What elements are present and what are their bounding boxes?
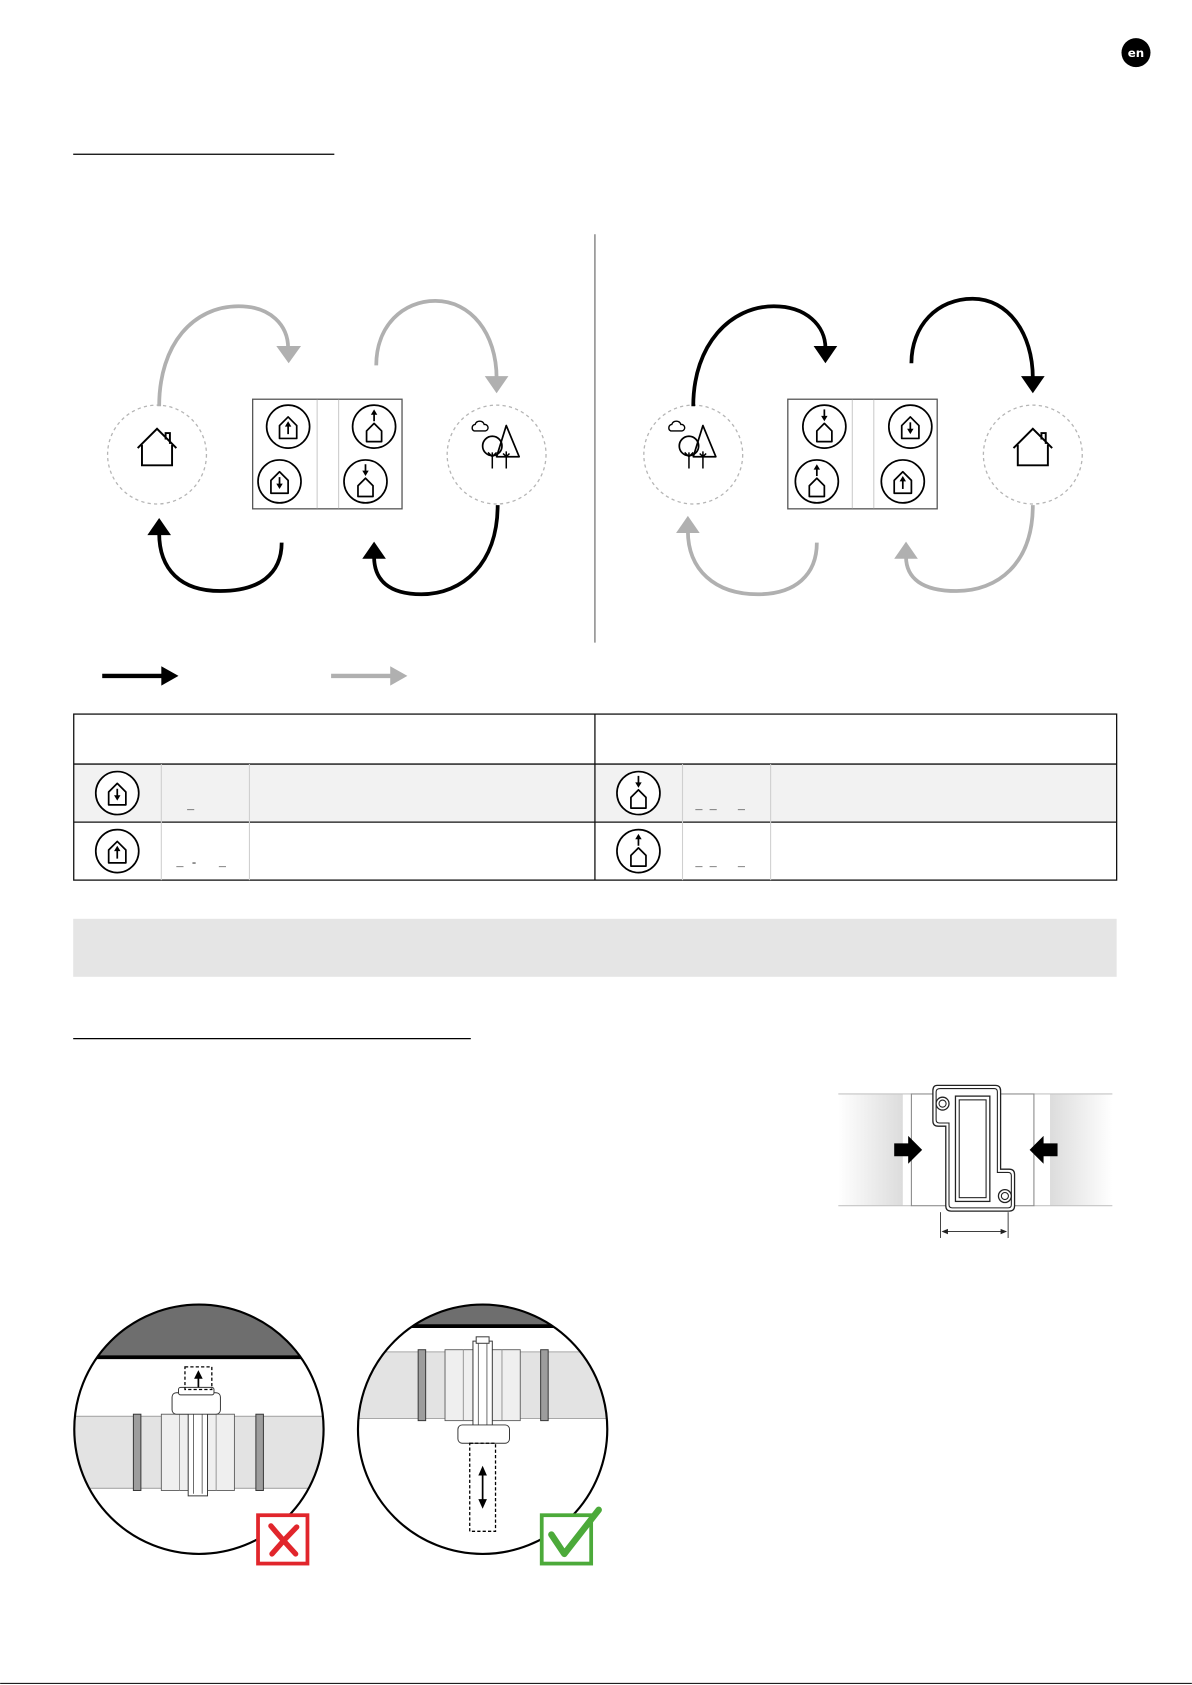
bolt-icon (998, 1190, 1011, 1203)
house-up-arrow-icon (881, 460, 924, 503)
arrow-up-above-house-icon (617, 830, 660, 873)
house-up-arrow-icon (96, 830, 139, 873)
unit-stem-cap (476, 1337, 489, 1343)
house-down-arrow-icon (258, 460, 301, 503)
table-cell-code: _ - _ (176, 856, 226, 871)
unit-core-outer (955, 1096, 989, 1201)
unit-stem (473, 1341, 492, 1427)
house-down-arrow-icon (96, 772, 139, 815)
house-up-arrow-icon (267, 405, 310, 448)
arrow-up-above-house-icon (353, 405, 396, 448)
right-duct (1050, 1094, 1112, 1206)
language-code: en (1127, 45, 1145, 60)
left-duct (838, 1094, 902, 1206)
table-cell-code: _ _ _ (695, 856, 746, 871)
duct-joint (418, 1350, 426, 1421)
duct-joint (133, 1414, 141, 1490)
duct-joint (256, 1414, 264, 1490)
unit-knob-cap (179, 1387, 214, 1395)
unit-knob (458, 1425, 510, 1443)
duct-joint (541, 1350, 549, 1421)
checkmark-box (542, 1515, 591, 1563)
note-bar (73, 919, 1116, 977)
table-cell-code: _ _ _ (695, 799, 746, 814)
bolt-icon (936, 1097, 949, 1110)
arrow-up-above-house-icon (795, 460, 838, 503)
house-down-arrow-icon (889, 405, 932, 448)
unit-knob (172, 1393, 220, 1414)
unit-box-right (788, 399, 937, 509)
unit-box-left (253, 399, 402, 509)
arrow-down-above-house-icon (803, 405, 846, 448)
table-cell-code: _ (187, 799, 195, 814)
language-badge (1121, 38, 1150, 67)
arrow-down-above-house-icon (617, 772, 660, 815)
arrow-down-above-house-icon (344, 460, 387, 503)
